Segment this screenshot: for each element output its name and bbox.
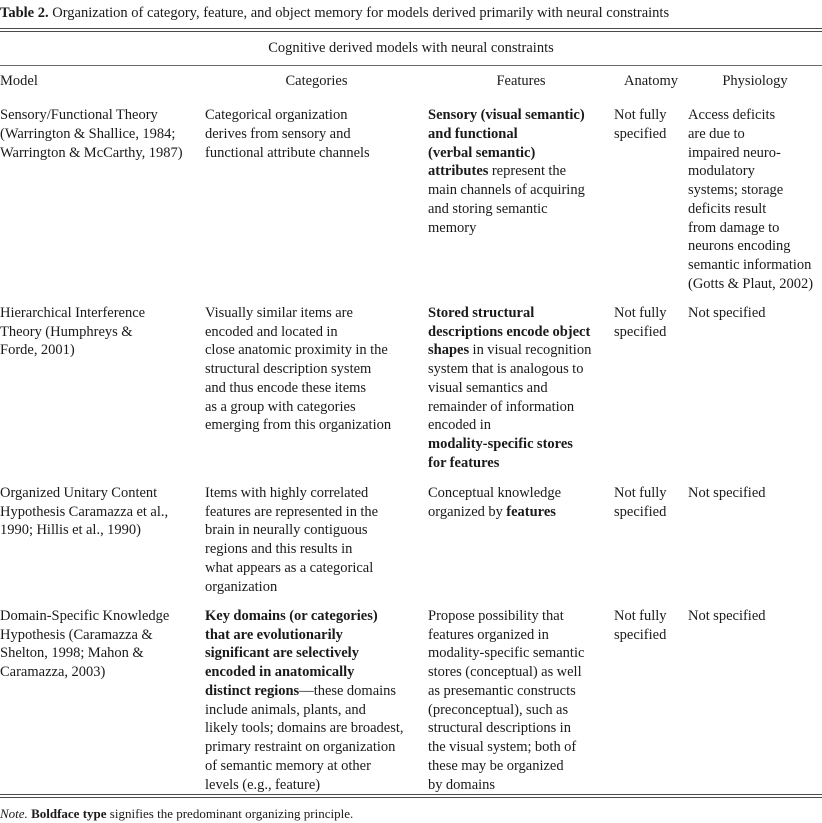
table-caption-text: Organization of category, feature, and object memory for models derived primarily with neural constraints [52,5,670,21]
cell-line: organized by features [428,503,556,520]
table-row [0,597,822,795]
cell-line: Theory (Humphreys & [0,323,133,340]
cell-line: include animals, plants, and [205,701,366,718]
cell-line: of semantic memory at other [205,757,371,774]
cell-line: as a group with categories [205,398,356,415]
cell-line: Not specified [688,304,766,321]
cell-line: Not fully [614,484,667,501]
cell-line: Warrington & McCarthy, 1987) [0,144,183,161]
cell-line: the visual system; both of [428,739,577,756]
table-spanner-header: Cognitive derived models with neural constraints [268,39,554,56]
cell-line: Caramazza, 2003) [0,664,106,681]
cell-line: distinct regions—these domains [205,682,397,699]
cell-line: Not fully [614,304,667,321]
emphasis-text: for features [428,454,500,471]
cell-line: system that is analogous to [428,361,584,378]
cell-features [428,597,614,795]
cell-line: 1990; Hillis et al., 1990) [0,522,141,539]
cell-anatomy [614,294,688,474]
table-row [0,474,822,597]
cell-line: shapes in visual recognition [428,342,592,359]
cell-line: Hypothesis (Caramazza & [0,626,153,643]
cell-line: Conceptual knowledge [428,484,562,501]
cell-features [428,97,614,294]
column-header-features: Features [496,72,546,89]
cell-line: Items with highly correlated [205,484,369,501]
cell-line: Not specified [688,484,766,501]
cell-line [428,106,606,125]
cell-line: by domains [428,776,496,793]
cell-line: Not fully [614,107,667,124]
table-caption [0,0,822,28]
cell-line: from damage to [688,219,780,236]
cell-line [428,454,606,473]
table-note-rest: signifies the predominant organizing principle. [106,806,354,822]
cell-line: Hypothesis Caramazza et al., [0,503,169,520]
emphasis-text: attributes [428,163,489,180]
emphasis-text: descriptions encode object [428,323,591,340]
emphasis-text: that are evolutionarily [205,626,343,643]
cell-line: structural descriptions in [428,720,571,737]
cell-line: (preconceptual), such as [428,701,569,718]
cell-line: emerging from this organization [205,417,392,434]
cell-line: modulatory [688,163,755,180]
cell-model [0,97,205,294]
emphasis-text: (verbal semantic) [428,144,536,161]
cell-line: semantic information [688,257,812,274]
cell-line: and storing semantic [428,200,548,217]
table-row [0,294,822,474]
cell-physiology [688,97,822,294]
cell-anatomy [614,97,688,294]
cell-line [205,644,420,663]
cell-line: visual semantics and [428,379,548,396]
cell-line: and thus encode these items [205,379,367,396]
cell-line [428,304,606,323]
models-table [0,66,822,794]
cell-line: main channels of acquiring [428,182,585,199]
cell-line: modality-specific semantic [428,645,585,662]
cell-line: likely tools; domains are broadest, [205,720,404,737]
cell-categories [205,597,428,795]
table-note [0,798,822,823]
cell-anatomy [614,474,688,597]
cell-line [205,626,420,645]
cell-line: Access deficits [688,107,776,124]
cell-line: Sensory/Functional Theory [0,107,158,124]
cell-line: specified [614,125,667,142]
cell-line: regions and this results in [205,541,353,558]
column-header-model: Model [0,72,38,89]
cell-line [428,323,606,342]
cell-line [205,663,420,682]
cell-line: specified [614,503,667,520]
cell-line: (Warrington & Shallice, 1984; [0,125,176,142]
cell-line: specified [614,323,667,340]
cell-line: Shelton, 1998; Mahon & [0,645,144,662]
cell-line: Categorical organization [205,107,348,124]
cell-line: attributes represent the [428,163,567,180]
cell-line: are due to [688,125,745,142]
table-caption-label: Table 2. [0,5,49,21]
cell-physiology [688,294,822,474]
cell-anatomy [614,597,688,795]
cell-line: Not fully [614,607,667,624]
cell-line: systems; storage [688,182,784,199]
cell-line: Organized Unitary Content [0,484,158,501]
cell-line: close anatomic proximity in the [205,342,388,359]
cell-line: Forde, 2001) [0,342,75,359]
cell-line [205,607,420,626]
cell-line: impaired neuro- [688,144,781,161]
column-header-anatomy: Anatomy [624,72,678,89]
cell-model [0,597,205,795]
cell-line: these may be organized [428,757,564,774]
emphasis-text: encoded in anatomically [205,664,355,681]
cell-line: structural description system [205,361,372,378]
cell-line: Domain-Specific Knowledge [0,607,170,624]
cell-line: functional attribute channels [205,144,370,161]
emphasis-text: shapes [428,342,470,359]
cell-line [428,125,606,144]
cell-line: encoded and located in [205,323,338,340]
cell-line: features are represented in the [205,503,379,520]
emphasis-text: significant are selectively [205,645,359,662]
cell-physiology [688,474,822,597]
cell-line: Visually similar items are [205,304,353,321]
cell-line: neurons encoding [688,238,791,255]
emphasis-text: Sensory (visual semantic) [428,107,585,124]
emphasis-text: Key domains (or categories) [205,607,378,624]
column-header-physiology: Physiology [722,72,788,89]
cell-model [0,474,205,597]
cell-categories [205,474,428,597]
cell-line: deficits result [688,200,767,217]
cell-line [428,144,606,163]
cell-line: remainder of information [428,398,575,415]
table-header-row [0,66,822,97]
cell-line: what appears as a categorical [205,559,374,576]
table-note-label: Note. [0,806,28,822]
table-note-bold: Boldface type [31,806,107,822]
cell-line: specified [614,626,667,643]
cell-line: organization [205,578,278,595]
emphasis-text: and functional [428,125,518,142]
cell-line: levels (e.g., feature) [205,776,321,793]
cell-categories [205,294,428,474]
cell-line: (Gotts & Plaut, 2002) [688,275,814,292]
column-header-categories: Categories [285,72,348,89]
cell-line: memory [428,219,477,236]
cell-line: encoded in [428,417,492,434]
cell-line: brain in neurally contiguous [205,522,368,539]
emphasis-text: distinct regions [205,682,300,699]
emphasis-text: modality-specific stores [428,436,573,453]
cell-line [428,435,606,454]
cell-line: features organized in [428,626,549,643]
table-body [0,97,822,794]
cell-line: primary restraint on organization [205,739,396,756]
cell-line: stores (conceptual) as well [428,664,582,681]
cell-model [0,294,205,474]
cell-line: Not specified [688,607,766,624]
table-row [0,97,822,294]
cell-line: Hierarchical Interference [0,304,146,321]
emphasis-text: Stored structural [428,304,535,321]
cell-features [428,294,614,474]
cell-physiology [688,597,822,795]
cell-line: Propose possibility that [428,607,564,624]
cell-line: derives from sensory and [205,125,351,142]
emphasis-text: features [506,503,556,520]
cell-features [428,474,614,597]
cell-line: as presemantic constructs [428,682,576,699]
cell-categories [205,97,428,294]
